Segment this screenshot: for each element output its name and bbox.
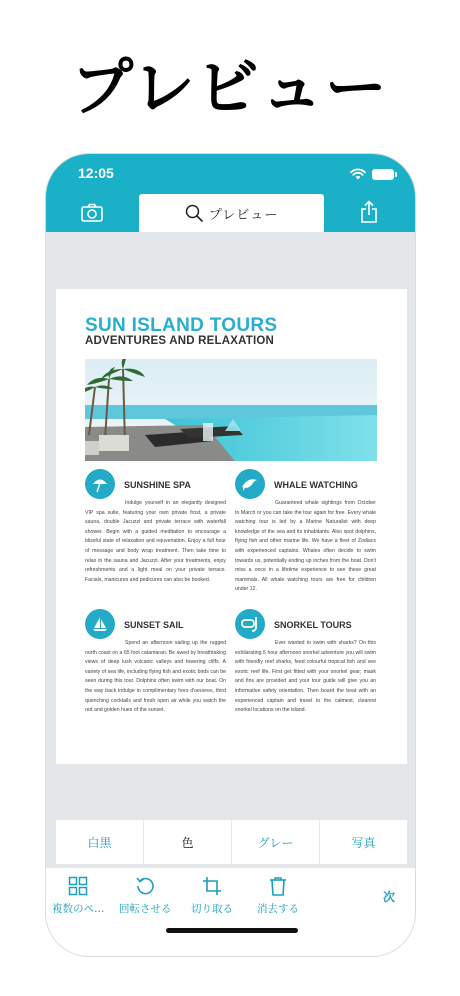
filter-bar <box>56 820 407 864</box>
dolphin-icon <box>235 469 265 499</box>
filter-gray[interactable]: グレー <box>232 820 320 864</box>
multi-page-label: 複数のペ… <box>52 903 105 915</box>
share-icon[interactable] <box>360 200 378 224</box>
filter-bw[interactable]: 白黒 <box>56 820 144 864</box>
grid-icon <box>68 876 88 896</box>
rotate-icon <box>135 876 155 896</box>
wifi-icon <box>350 168 366 180</box>
rotate-button[interactable] <box>119 876 172 916</box>
search-tab[interactable] <box>139 194 324 232</box>
section-title: WHALE WATCHING <box>274 480 358 490</box>
search-tab-label: プレビュー <box>208 207 279 223</box>
bottom-toolbar <box>46 868 416 957</box>
battery-icon <box>372 169 394 180</box>
sailboat-icon <box>85 609 115 639</box>
home-indicator <box>166 928 298 933</box>
section-body: Spend an afternoon sailing up the rugged north coast on a 65 foot catamaran. Be awed by breathtaking views of deep lush volcanic valleys and towering cliffs. A variety of sea life, including flying fish and exotic birds can be seen during this tour. Dolphins often swim with our boat. On the way back indulge in complimentary hors d'oeuvres, third quenching cocktails and fresh open air while you watch the red and golden hues of the sunset. <box>85 640 226 714</box>
resort-pool-photo <box>85 359 377 461</box>
multi-page-button[interactable] <box>52 876 105 916</box>
rotate-label: 回転させる <box>119 903 172 915</box>
snorkel-icon <box>235 609 265 639</box>
top-bar <box>46 154 416 232</box>
search-icon <box>185 204 203 222</box>
section-title: SNORKEL TOURS <box>274 620 352 630</box>
delete-label: 消去する <box>257 903 299 915</box>
section-title: SUNSHINE SPA <box>124 480 191 490</box>
next-button[interactable]: 次 <box>382 890 395 904</box>
document-title: SUN ISLAND TOURS <box>85 315 278 336</box>
trash-icon <box>269 876 287 896</box>
umbrella-icon <box>85 469 115 499</box>
camera-icon[interactable] <box>81 203 103 223</box>
document-subtitle: ADVENTURES AND RELAXATION <box>85 335 275 347</box>
document-preview <box>56 289 407 764</box>
page-headline: プレビュー <box>71 51 389 124</box>
section-body: Ever wanted to swim with sharks? On this exhilarating 5 hour afternoon snorkel adventure you will swim with friendly reef sharks, feed colourful tropical fish and see exotic reef life. First get fitted with your snorkel gear; mask and fins are provided and your tour guide will give you an informative safety orientation. Then board the boat with an experienced captain and travel to the calmest, clearest snorkel locations on the island. <box>235 640 376 714</box>
filter-photo[interactable]: 写真 <box>351 835 376 850</box>
filter-color[interactable]: 色 <box>144 820 232 864</box>
section-body: Indulge yourself in an elegantly designed VIP spa suite, featuring your own private frost, a private sauna, double Jacuzzi and private terrace with waterfall shower. Begin with a guided meditation to encourage a blissful state of relaxation and rejuvenation. Enjoy a full hour of message and body wrap treatment. Then take time to relax in the sauna and Jacuzzi. After your treatments, enjoy refreshments and a light meal on your private terrace. Facials, manicures and pedicures can also be booked. <box>85 500 226 583</box>
status-icons <box>350 168 394 180</box>
crop-button[interactable] <box>191 876 233 916</box>
delete-button[interactable] <box>257 876 299 916</box>
section-title: SUNSET SAIL <box>124 620 184 630</box>
crop-label: 切り取る <box>191 903 233 915</box>
phone-frame <box>45 153 416 957</box>
section-body: Guaranteed whale sightings from October to March or you can take the tour again for free. Every whale watching tour is led by a Marine Naturalist with deep knowledge of the sea and its inhabitants. Also spot dolphins, flying fish and other marine life. We have a fleet of Zodiacs with experienced captains. Whales often decide to swim towards us, potentially ending up inches from the boat. Don't miss a once in a lifetime experience to see these great mammals. All whale watching tours are free for children under 12. <box>235 500 376 593</box>
status-time: 12:05 <box>78 165 114 181</box>
crop-icon <box>202 876 222 896</box>
